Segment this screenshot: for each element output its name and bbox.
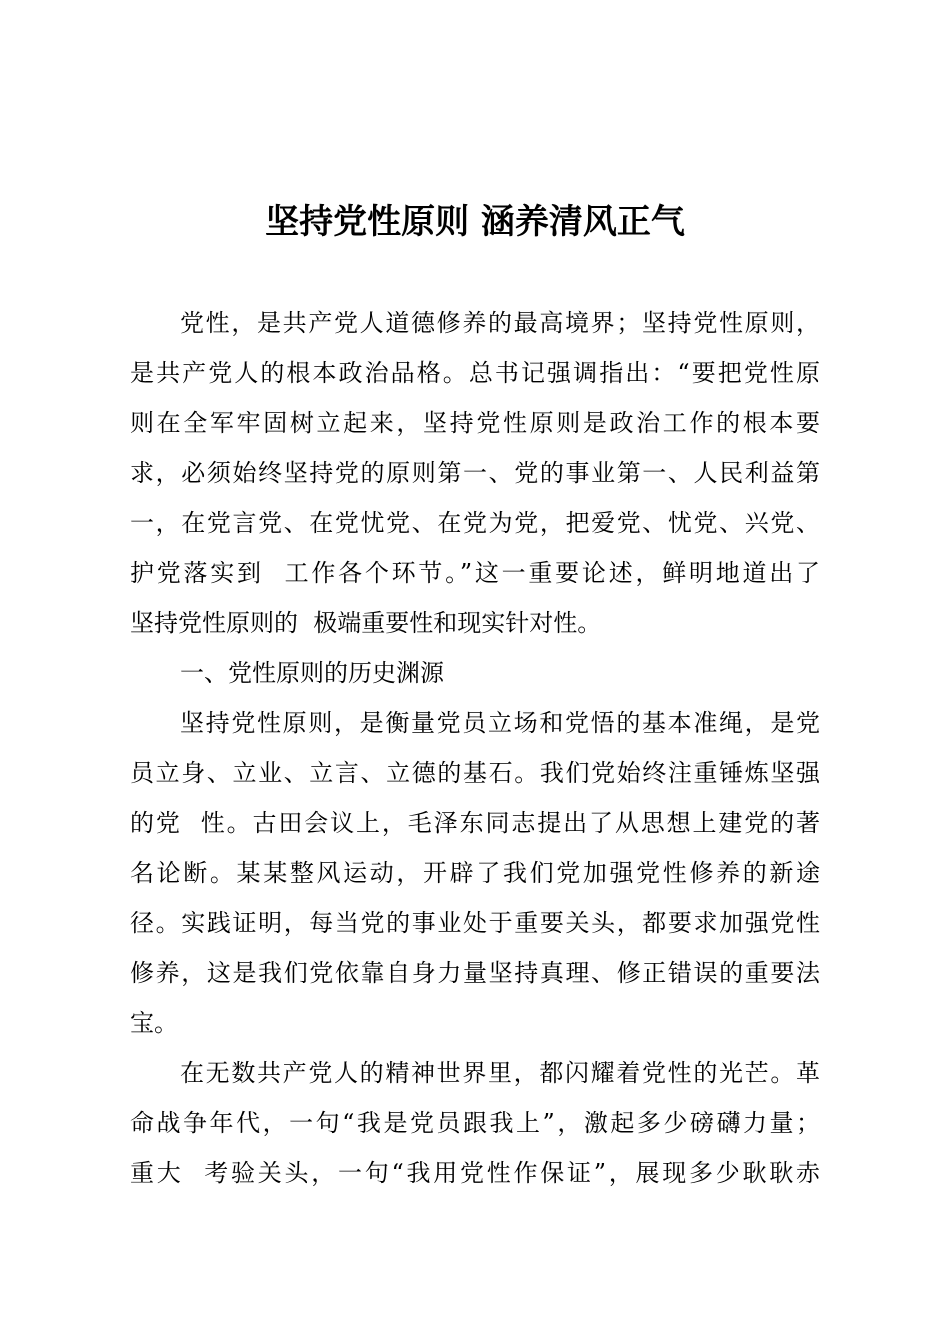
paragraph-1-line-7: 坚持党性原则的 极端重要性和现实针对性。 [130, 609, 602, 637]
document-title: 坚持党性原则 涵养清风正气 [265, 202, 685, 242]
paragraph-2-line-4: 名论断。某某整风运动，开辟了我们党加强党性修养的新途 [130, 859, 820, 887]
paragraph-3-line-1: 在无数共产党人的精神世界里，都闪耀着党性的光芒。革 [180, 1059, 820, 1087]
paragraph-1-line-1: 党性，是共产党人道德修养的最高境界；坚持党性原则， [180, 309, 820, 337]
paragraph-1-line-5: 一，在党言党、在党忧党、在党为党，把爱党、忧党、兴党、 [130, 509, 820, 537]
paragraph-3-line-3: 重大 考验关头，一句“我用党性作保证”，展现多少耿耿赤 [130, 1159, 820, 1187]
paragraph-2-line-1: 坚持党性原则，是衡量党员立场和党悟的基本准绳，是党 [180, 709, 820, 737]
paragraph-1-line-3: 则在全军牢固树立起来，坚持党性原则是政治工作的根本要 [130, 409, 820, 437]
paragraph-1-line-4: 求，必须始终坚持党的原则第一、党的事业第一、人民利益第 [130, 459, 820, 487]
paragraph-3-line-2: 命战争年代，一句“我是党员跟我上”，激起多少磅礴力量； [130, 1109, 820, 1137]
paragraph-2-line-2: 员立身、立业、立言、立德的基石。我们党始终注重锤炼坚强 [130, 759, 820, 787]
paragraph-2-line-6: 修养，这是我们党依靠自身力量坚持真理、修正错误的重要法 [130, 959, 820, 987]
paragraph-1-line-2: 是共产党人的根本政治品格。总书记强调指出：“要把党性原 [130, 359, 820, 387]
paragraph-2-line-3: 的党 性。古田会议上，毛泽东同志提出了从思想上建党的著 [130, 809, 820, 837]
paragraph-1-line-6: 护党落实到 工作各个环节。”这一重要论述，鲜明地道出了 [130, 559, 820, 587]
paragraph-2-line-7: 宝。 [130, 1009, 178, 1037]
section-1-heading: 一、党性原则的历史渊源 [180, 659, 444, 687]
paragraph-2-line-5: 径。实践证明，每当党的事业处于重要关头，都要求加强党性 [130, 909, 820, 937]
